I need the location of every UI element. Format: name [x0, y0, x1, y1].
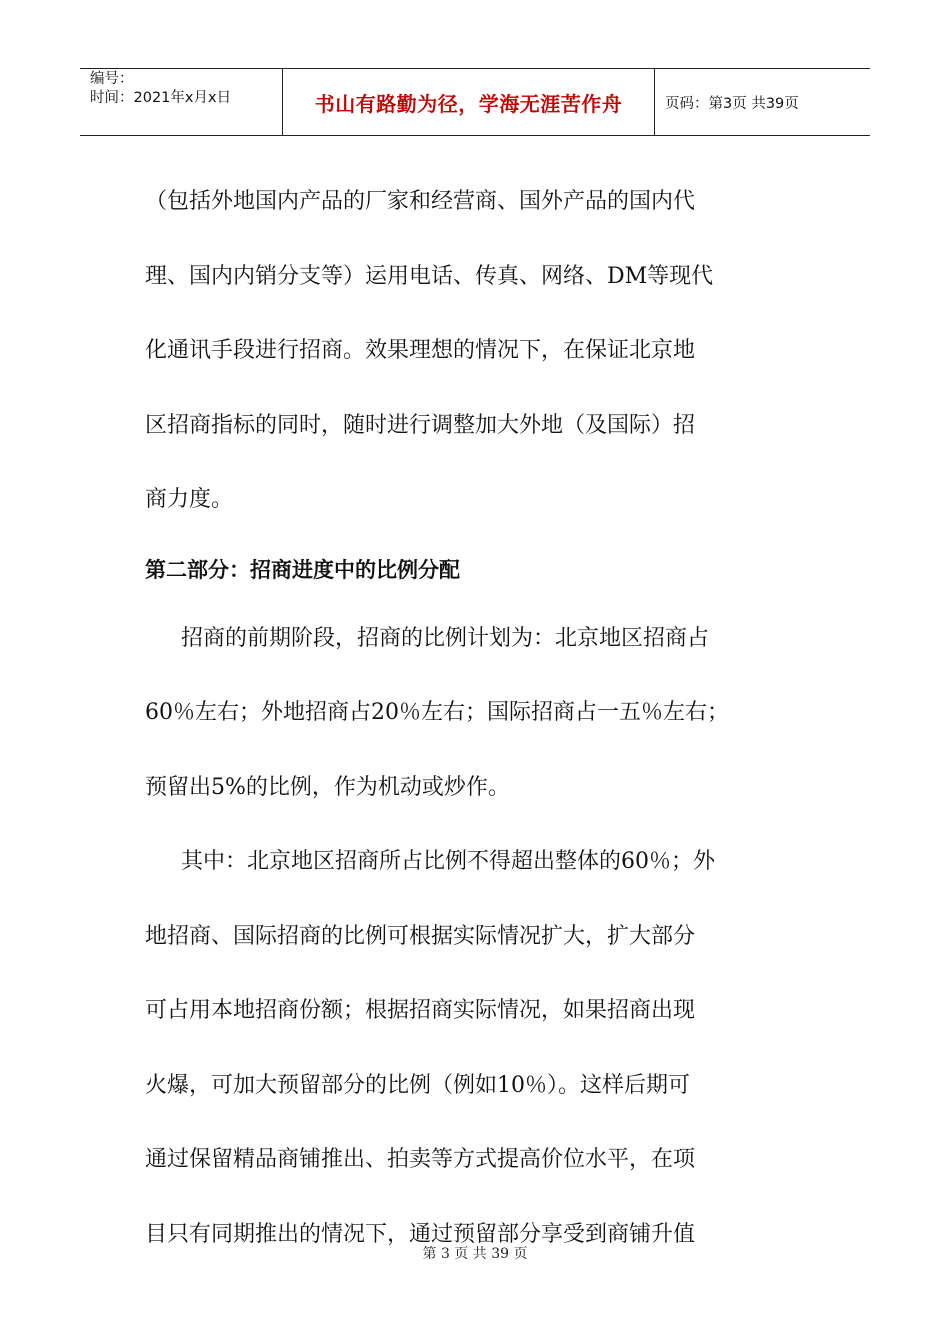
document-time-label: 时间：2021年x月x日 — [90, 90, 232, 106]
document-number-label: 编号： — [90, 71, 134, 87]
paragraph-3-line: 可占用本地招商份额；根据招商实际情况，如果招商出现 — [145, 998, 696, 1023]
header-page-number: 页码：第3页 共39页 — [665, 95, 799, 112]
paragraph-3-line: 其中：北京地区招商所占比例不得超出整体的60％；外 — [181, 849, 715, 874]
header-motto: 书山有路勤为径，学海无涯苦作舟 — [283, 69, 655, 135]
paragraph-3-line: 通过保留精品商铺推出、拍卖等方式提高价位水平，在项 — [145, 1147, 696, 1172]
page-footer: 第 3 页 共 39 页 — [422, 1246, 528, 1262]
document-body — [145, 165, 835, 1272]
paragraph-1-line: （包括外地国内产品的厂家和经营商、国外产品的国内代 — [145, 189, 696, 214]
header-meta — [80, 69, 283, 135]
paragraph-3-line: 目只有同期推出的情况下，通过预留部分享受到商铺升值 — [145, 1221, 696, 1247]
paragraph-2-line: 60％左右；外地招商占20％左右；国际招商占一五％左右； — [145, 700, 729, 725]
paragraph-1-line: 化通讯手段进行招商。效果理想的情况下，在保证北京地 — [145, 338, 696, 363]
paragraph-1-line: 商力度。 — [145, 487, 234, 512]
paragraph-1-line: 区招商指标的同时，随时进行调整加大外地（及国际）招 — [145, 412, 696, 438]
section-heading: 第二部分：招商进度中的比例分配 — [145, 557, 460, 582]
paragraph-2-line: 预留出5%的比例，作为机动或炒作。 — [145, 774, 510, 800]
paragraph-3-line: 地招商、国际招商的比例可根据实际情况扩大，扩大部分 — [145, 923, 696, 949]
paragraph-2-line: 招商的前期阶段，招商的比例计划为：北京地区招商占 — [181, 625, 710, 651]
paragraph-3-line: 火爆，可加大预留部分的比例（例如10％）。这样后期可 — [145, 1072, 690, 1098]
paragraph-1-line: 理、国内内销分支等）运用电话、传真、网络、DM等现代 — [145, 263, 714, 289]
page-header — [80, 68, 870, 136]
